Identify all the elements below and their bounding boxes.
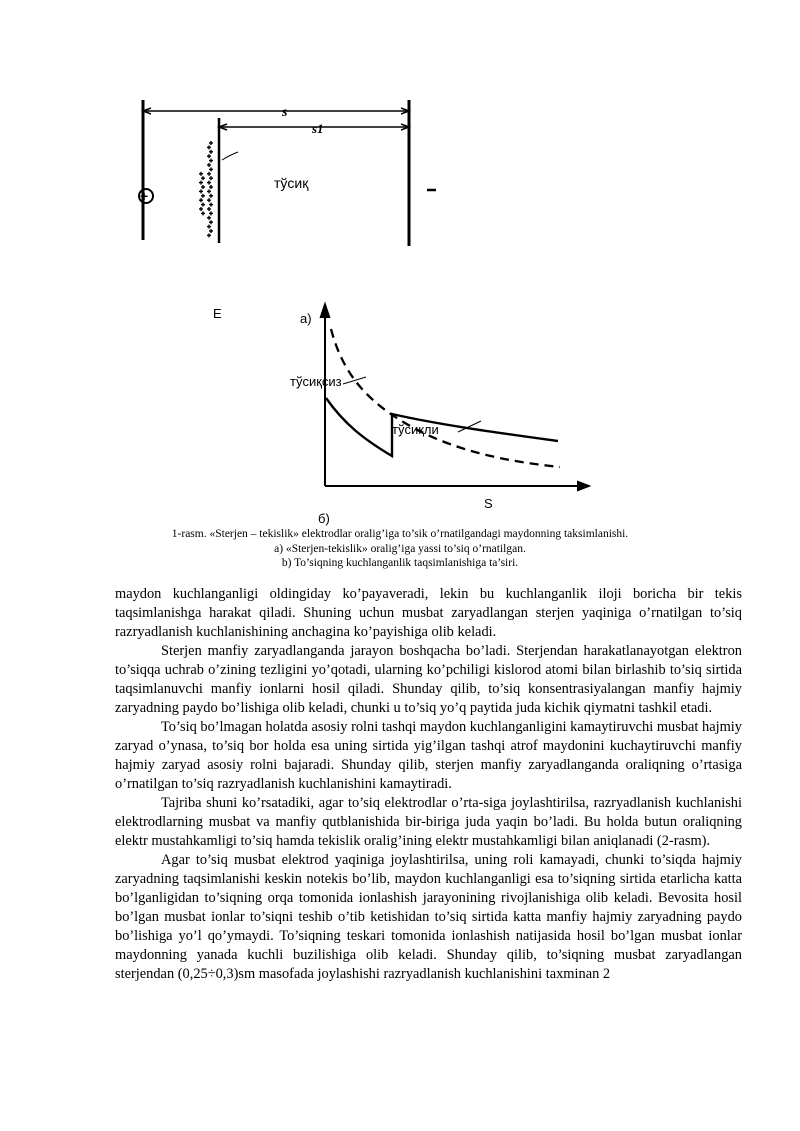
- panel-a-label: а): [300, 311, 312, 326]
- space-charge-marks: [199, 141, 213, 237]
- dim-s1-label: s1: [312, 121, 324, 136]
- plus-sign: +: [140, 188, 149, 204]
- barrier-label: тўсиқ: [274, 175, 309, 191]
- paragraph: Tajriba shuni ko’rsatadiki, agar to’siq elektrodlar o’rta-siga joylashtirilsa, razryadlanish kuchlanishi elektrodlarning musbat va manfiy qutblanishida bir-biriga juda yaqin bo’ladi. Bu holda butun oraliqning elektr mustahkamligi to’siq hamda tekislik oralig’ining elektr mustahkamligi bilan aniqlanadi (2-rasm).: [115, 795, 742, 849]
- caption-line-2: a) «Sterjen-tekislik» oralig’iga yassi to’siq o’rnatilgan.: [274, 543, 526, 555]
- paragraph: To’siq bo’lmagan holatda asosiy rolni tashqi maydon kuchlanganligini kamaytiruvchi musbat hajmiy zaryad o’ynasa, to’siq bor holda esa uning sirtida yig’ilgan tashqi atrof maydonini kuchaytiruvchi manfiy hajmiy zaryad asosiy rolni bajaradi. Shunday qilib, sterjen manfiy zaryadlanganda oraliqning o’rtasiga o’rnatilgan to’siq razryadlanish kuchlanishini kamaytiradi.: [115, 719, 742, 792]
- caption-line-3: b) To’siqning kuchlanganlik taqsimlanishiga ta’siri.: [281, 557, 519, 569]
- figure: [0, 0, 800, 560]
- paragraph: Sterjen manfiy zaryadlanganda jarayon boshqacha bo’ladi. Sterjendan harakatlanayotgan elektron to’siqqa uchrab o’zining tezligini yo’qotadi, ularning ko’pchiligi kislorod atomi bilan birlashib to’siq sirtida taqsimlanuvchi manfiy ionlarni hosil qiladi. Shunday qilib, to’siq konsentrasiyalangan manfiy hajmiy zaryadning paydo bo’lishiga olib keladi, chunki u to’siq yo’q paytida juda kichik qiymatni tashkil etadi.: [115, 643, 742, 716]
- curve-without-barrier: [331, 329, 560, 467]
- axis-y-label: E: [213, 306, 222, 321]
- curve-with-barrier: [326, 398, 558, 456]
- axis-x-label: S: [484, 496, 493, 511]
- curve-with-label: тўсиқли: [392, 422, 439, 437]
- paragraph: maydon kuchlanganligi oldingiday ko’payaveradi, lekin bu kuchlanganlik iloji boricha bir tekis taqsimlanishga harakat qiladi. Shuning uchun musbat zaryadlangan sterjen yaqiniga o’rnatilgan to’siq razryadlanish kuchlanishining anchagina ko’payishiga olib keladi.: [115, 586, 742, 640]
- field-plot: [320, 303, 590, 491]
- panel-b-label: б): [318, 511, 330, 526]
- electrode-diagram: [139, 100, 436, 246]
- dim-s-label: s: [282, 105, 288, 120]
- paragraph: Agar to’siq musbat elektrod yaqiniga joylashtirilsa, uning roli kamayadi, chunki to’siqda hajmiy zaryadning taqsimlanishi keskin notekis bo’lib, maydon kuchlanganligi esa to’siqning sirtida etarlicha katta bo’lganligidan to’siqning orqa tomonida ionlashish jarayonining rivojlanishiga olib keladi. Bevosita hosil bo’lgan musbat ionlar to’siqni teshib o’tib ketishidan to’siq sirtida katta manfiy hajmiy zaryadning paydo bo’lishiga yo’l qo’ymaydi. To’siqning teskari tomonida ionlashish natijasida hosil bo’lgan musbat ionlar maydonning yanada kuchli buzilishiga olib keladi. Shunday qilib, to’siqning musbat zaryadlangan sterjendan (0,25÷0,3)sm masofada joylashishi razryadlanish kuchlanishini taxminan 2: [115, 852, 742, 982]
- caption-line-1: 1-rasm. «Sterjen – tekislik» elektrodlar oralig’iga to’sik o’rnatilgandagi maydonning taksimlanishi.: [171, 528, 629, 540]
- curve-without-label: тўсиқсиз: [290, 374, 342, 389]
- body-text: [115, 585, 742, 984]
